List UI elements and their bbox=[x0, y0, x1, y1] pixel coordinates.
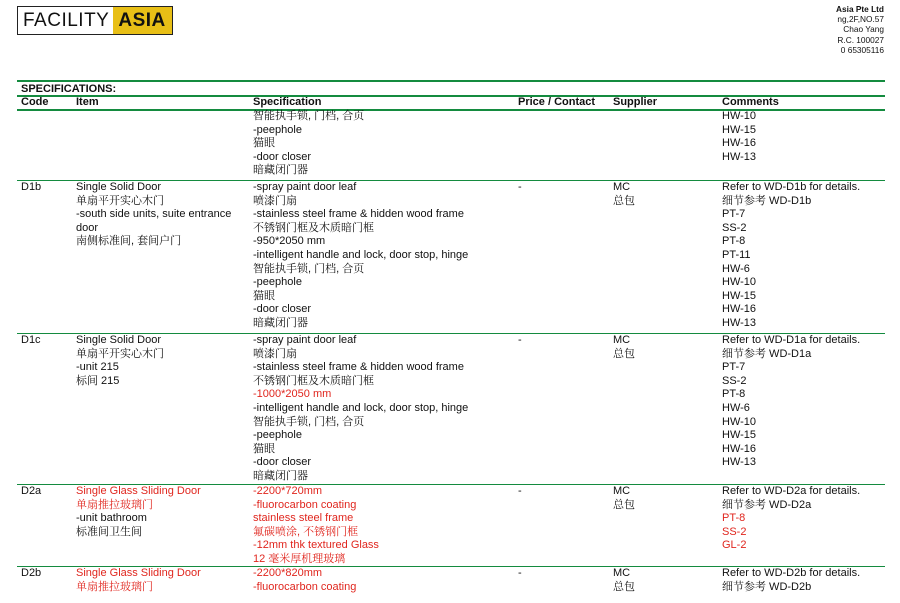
supplier-line: 总包 bbox=[613, 347, 635, 360]
specification-line: -spray paint door leaf bbox=[253, 334, 357, 346]
specification-cell bbox=[253, 567, 356, 594]
comment-line: HW-15 bbox=[722, 289, 757, 302]
specification-line: -fluorocarbon coating bbox=[253, 498, 357, 511]
supplier-line: MC bbox=[613, 334, 631, 346]
comment-line: HW-13 bbox=[722, 150, 757, 163]
item-line: 单扇平开实心木门 bbox=[76, 347, 164, 360]
comment-line: PT-8 bbox=[722, 512, 746, 525]
specification-line: -2200*720mm bbox=[253, 485, 323, 497]
specification-line: -12mm thk textured Glass bbox=[253, 539, 379, 552]
address-line: Chao Yang bbox=[843, 24, 884, 35]
comment-line: Refer to WD-D1b for details. bbox=[722, 181, 861, 193]
comments-cell bbox=[722, 485, 860, 553]
comment-line: SS-2 bbox=[722, 525, 747, 538]
company-address bbox=[836, 4, 884, 55]
item-cell bbox=[76, 181, 231, 249]
facility-asia-logo bbox=[17, 6, 173, 35]
supplier-cell bbox=[613, 181, 635, 208]
code-cell: D1b bbox=[21, 181, 42, 193]
specification-line: -peephole bbox=[253, 276, 302, 289]
item-line: Single Glass Sliding Door bbox=[76, 567, 201, 579]
code-cell: D1c bbox=[21, 334, 41, 346]
supplier-line: 总包 bbox=[613, 580, 635, 593]
address-line: R.C. 100027 bbox=[837, 34, 884, 45]
specification-cell bbox=[253, 485, 379, 567]
specification-line: -door closer bbox=[253, 303, 312, 316]
comments-cell bbox=[722, 334, 860, 470]
comment-line: 细节参考 WD-D1a bbox=[722, 347, 812, 360]
section-title: SPECIFICATIONS: bbox=[21, 83, 117, 95]
comment-line: HW-13 bbox=[722, 316, 757, 329]
supplier-line: 总包 bbox=[613, 194, 635, 207]
supplier-cell bbox=[613, 485, 635, 512]
item-line: 单扇平开实心木门 bbox=[76, 194, 164, 207]
specification-line: -fluorocarbon coating bbox=[253, 580, 357, 593]
specification-line: 猫眼 bbox=[253, 137, 275, 150]
item-cell bbox=[76, 567, 201, 594]
specification-line: -1000*2050 mm bbox=[253, 388, 332, 401]
comment-line: Refer to WD-D2b for details. bbox=[722, 567, 861, 579]
specification-line: 暗藏闭门器 bbox=[253, 316, 308, 329]
item-line: door bbox=[76, 221, 99, 234]
supplier-line: MC bbox=[613, 485, 631, 497]
address-line: ng,2F,NO.57 bbox=[837, 14, 884, 25]
supplier-cell bbox=[613, 334, 635, 361]
specification-cell bbox=[253, 181, 468, 331]
specification-line: -peephole bbox=[253, 123, 302, 136]
comments-cell bbox=[722, 567, 860, 594]
comment-line: HW-15 bbox=[722, 123, 757, 136]
comment-line: PT-8 bbox=[722, 235, 746, 248]
price-cell: - bbox=[518, 567, 522, 579]
comment-line: HW-6 bbox=[722, 401, 750, 414]
specification-line: 不锈钢门框及木质暗门框 bbox=[253, 221, 374, 234]
comment-line: Refer to WD-D2a for details. bbox=[722, 485, 861, 497]
item-line: Single Solid Door bbox=[76, 181, 161, 193]
comment-line: PT-7 bbox=[722, 361, 746, 374]
specification-line: 智能执手锁, 门档, 合页 bbox=[253, 415, 365, 428]
specification-line: 12 毫米厚机理玻璃 bbox=[253, 552, 346, 565]
item-line: 标间 215 bbox=[76, 374, 120, 387]
supplier-line: 总包 bbox=[613, 498, 635, 511]
column-header-specification: Specification bbox=[253, 96, 322, 108]
specification-line: 猫眼 bbox=[253, 289, 275, 302]
column-header-price: Price / Contact bbox=[518, 96, 596, 108]
comment-line: HW-10 bbox=[722, 110, 757, 122]
comments-cell bbox=[722, 110, 756, 164]
specification-line: 猫眼 bbox=[253, 442, 275, 455]
specification-line: -stainless steel frame & hidden wood frame bbox=[253, 361, 464, 374]
comment-line: 细节参考 WD-D1b bbox=[722, 194, 812, 207]
specification-line: 暗藏闭门器 bbox=[253, 469, 308, 482]
comment-line: HW-10 bbox=[722, 276, 757, 289]
item-line: 单扇推拉玻璃门 bbox=[76, 498, 153, 511]
item-line: 单扇推拉玻璃门 bbox=[76, 580, 153, 593]
comment-line: HW-16 bbox=[722, 442, 757, 455]
specification-line: -stainless steel frame & hidden wood frame bbox=[253, 208, 464, 221]
top-rule bbox=[17, 80, 885, 82]
specification-line: -door closer bbox=[253, 150, 312, 163]
price-cell: - bbox=[518, 334, 522, 346]
comment-line: 细节参考 WD-D2b bbox=[722, 580, 812, 593]
specification-line: 不锈钢门框及木质暗门框 bbox=[253, 374, 374, 387]
item-line: -south side units, suite entrance bbox=[76, 208, 232, 221]
specification-line: -intelligent handle and lock, door stop, hinge bbox=[253, 401, 469, 414]
comment-line: SS-2 bbox=[722, 374, 747, 387]
column-header-item: Item bbox=[76, 96, 99, 108]
item-line: 标准间卫生间 bbox=[76, 525, 142, 538]
comment-line: HW-16 bbox=[722, 303, 757, 316]
item-line: Single Solid Door bbox=[76, 334, 161, 346]
comment-line: HW-15 bbox=[722, 429, 757, 442]
specification-cell bbox=[253, 110, 364, 178]
address-line: 0 65305116 bbox=[840, 44, 884, 55]
specification-line: -950*2050 mm bbox=[253, 235, 326, 248]
price-cell: - bbox=[518, 485, 522, 497]
specification-line: 智能执手锁, 门档, 合页 bbox=[253, 262, 365, 275]
specification-line: -2200*820mm bbox=[253, 567, 323, 579]
comment-line: HW-16 bbox=[722, 137, 757, 150]
supplier-line: MC bbox=[613, 181, 631, 193]
column-header-code: Code bbox=[21, 96, 49, 108]
code-cell: D2a bbox=[21, 485, 42, 497]
specification-line: 智能执手锁, 门档, 合页 bbox=[253, 110, 365, 122]
comments-cell bbox=[722, 181, 860, 331]
specification-line: stainless steel frame bbox=[253, 512, 354, 525]
specification-line: -intelligent handle and lock, door stop, hinge bbox=[253, 248, 469, 261]
item-cell bbox=[76, 485, 201, 539]
supplier-cell bbox=[613, 567, 635, 594]
item-cell bbox=[76, 334, 164, 388]
column-header-comments: Comments bbox=[722, 96, 779, 108]
comment-line: HW-6 bbox=[722, 262, 750, 275]
specification-cell bbox=[253, 334, 468, 484]
comment-line: PT-11 bbox=[722, 248, 751, 261]
logo-text-facility: FACILITY bbox=[18, 7, 113, 34]
specification-line: 暗藏闭门器 bbox=[253, 164, 308, 177]
item-line: -unit 215 bbox=[76, 361, 119, 374]
code-cell: D2b bbox=[21, 567, 42, 579]
comment-line: 细节参考 WD-D2a bbox=[722, 498, 812, 511]
item-line: -unit bathroom bbox=[76, 512, 147, 525]
price-cell: - bbox=[518, 181, 522, 193]
specification-line: -door closer bbox=[253, 456, 312, 469]
item-line: 南侧标准间, 套间户门 bbox=[76, 235, 182, 248]
specification-line: 喷漆门扇 bbox=[253, 194, 297, 207]
address-line: Asia Pte Ltd bbox=[836, 4, 884, 14]
comment-line: PT-7 bbox=[722, 208, 746, 221]
item-line: Single Glass Sliding Door bbox=[76, 485, 201, 497]
column-header-supplier: Supplier bbox=[613, 96, 658, 108]
specification-line: 氟碳喷涂, 不锈钢门框 bbox=[253, 525, 359, 538]
comment-line: HW-13 bbox=[722, 456, 757, 469]
comment-line: Refer to WD-D1a for details. bbox=[722, 334, 861, 346]
comment-line: SS-2 bbox=[722, 221, 747, 234]
specification-line: -spray paint door leaf bbox=[253, 181, 357, 193]
specification-line: -peephole bbox=[253, 429, 302, 442]
comment-line: PT-8 bbox=[722, 388, 746, 401]
supplier-line: MC bbox=[613, 567, 631, 579]
comment-line: GL-2 bbox=[722, 539, 747, 552]
logo-text-asia: ASIA bbox=[113, 7, 171, 34]
comment-line: HW-10 bbox=[722, 415, 757, 428]
specification-line: 喷漆门扇 bbox=[253, 347, 297, 360]
